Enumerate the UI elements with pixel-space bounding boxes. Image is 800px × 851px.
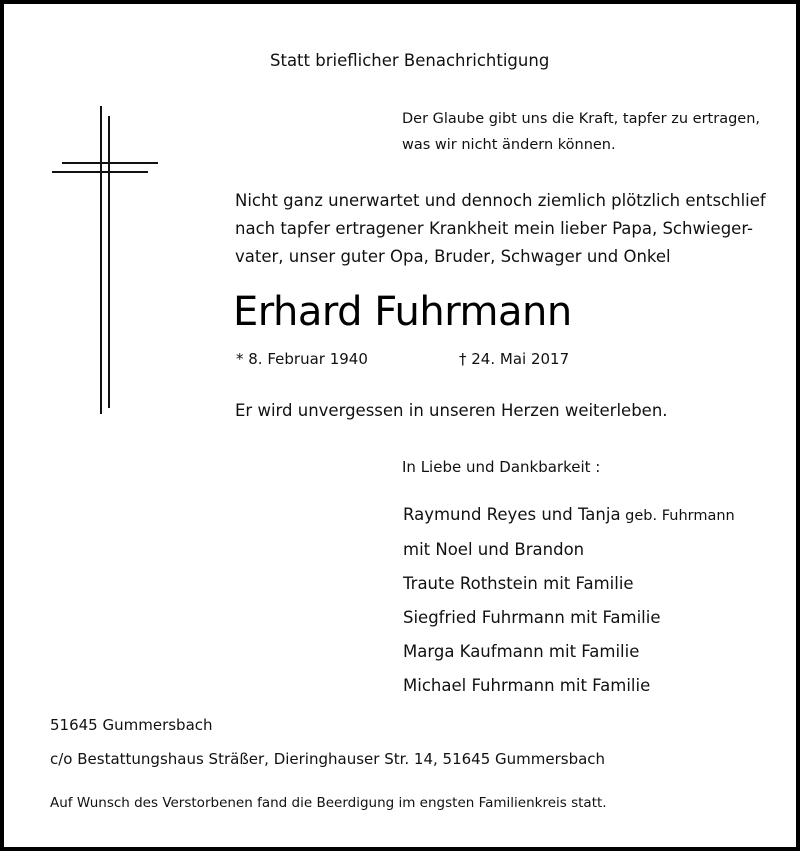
deceased-name: Erhard Fuhrmann	[233, 289, 572, 335]
thanks-line: In Liebe und Dankbarkeit :	[402, 458, 601, 476]
city-line: 51645 Gummersbach	[50, 716, 213, 734]
remembrance-line: Er wird unvergessen in unseren Herzen weiterleben.	[235, 401, 668, 420]
family-member	[403, 498, 735, 533]
family-list	[403, 498, 735, 703]
family-member-name: Raymund Reyes und Tanja	[403, 505, 621, 524]
family-member: Siegfried Fuhrmann mit Familie	[403, 608, 661, 627]
birth-date: * 8. Februar 1940	[236, 350, 368, 368]
notice-heading: Statt brieflicher Benachrichtigung	[270, 51, 550, 70]
intro-text	[235, 187, 766, 271]
death-date: † 24. Mai 2017	[459, 350, 570, 368]
intro-line: nach tapfer ertragener Krankheit mein lieber Papa, Schwieger-	[235, 219, 754, 238]
address-line: c/o Bestattungshaus Sträßer, Dieringhauser Str. 14, 51645 Gummersbach	[50, 750, 606, 768]
family-member: Traute Rothstein mit Familie	[403, 574, 634, 593]
family-member: Michael Fuhrmann mit Familie	[403, 676, 651, 695]
footnote: Auf Wunsch des Verstorbenen fand die Beerdigung im engsten Familienkreis statt.	[50, 795, 607, 811]
family-member: mit Noel und Brandon	[403, 540, 585, 559]
motto-quote	[402, 106, 760, 158]
family-member: Marga Kaufmann mit Familie	[403, 642, 640, 661]
motto-line: was wir nicht ändern können.	[402, 137, 616, 153]
family-member-maiden-name: geb. Fuhrmann	[620, 508, 735, 524]
intro-line: vater, unser guter Opa, Bruder, Schwager und Onkel	[235, 247, 671, 266]
motto-line: Der Glaube gibt uns die Kraft, tapfer zu ertragen,	[402, 111, 760, 127]
intro-line: Nicht ganz unerwartet und dennoch ziemlich plötzlich entschlief	[235, 191, 766, 210]
